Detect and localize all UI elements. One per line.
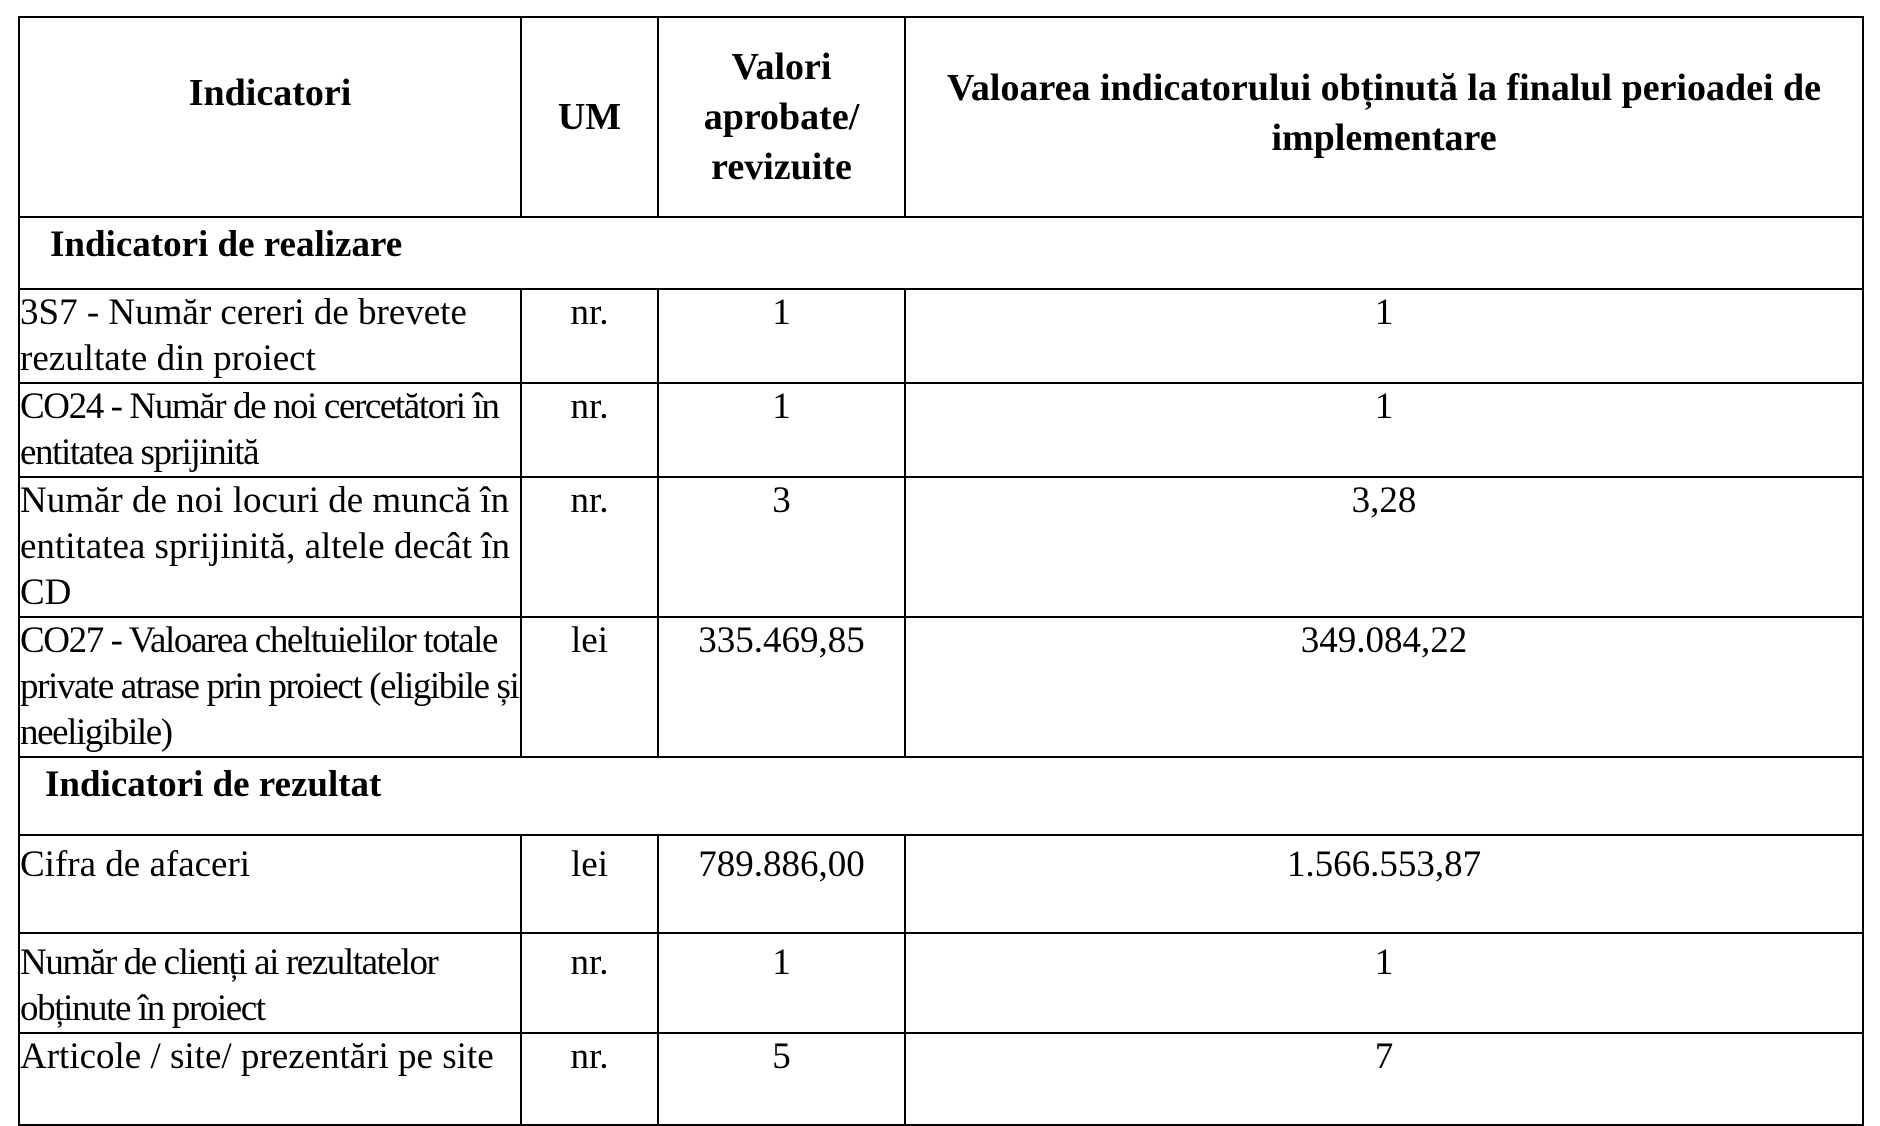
indicator-label: Cifra de afaceri	[19, 835, 521, 933]
indicator-approved-value: 3	[658, 477, 905, 617]
indicator-unit: nr.	[521, 289, 658, 383]
section-row-realizare	[19, 217, 1863, 289]
indicator-final-value: 3,28	[905, 477, 1863, 617]
table-row	[19, 617, 1863, 757]
indicator-unit: lei	[521, 617, 658, 757]
indicator-approved-value: 1	[658, 289, 905, 383]
indicator-label: 3S7 - Număr cereri de brevete rezultate din proiect	[19, 289, 521, 383]
header-final-value: Valoarea indicatorului obținută la finalul perioadei de implementare	[905, 17, 1863, 217]
header-indicator: Indicatori	[19, 17, 521, 217]
indicator-unit: nr.	[521, 933, 658, 1033]
section-title-realizare: Indicatori de realizare	[19, 217, 1863, 289]
section-title-rezultat: Indicatori de rezultat	[19, 757, 1863, 835]
indicator-approved-value: 789.886,00	[658, 835, 905, 933]
indicator-final-value: 7	[905, 1033, 1863, 1125]
indicator-label: Număr de clienți ai rezultatelor obținute în proiect	[19, 933, 521, 1033]
section-row-rezultat	[19, 757, 1863, 835]
table-row	[19, 835, 1863, 933]
indicator-label: Articole / site/ prezentări pe site	[19, 1033, 521, 1125]
indicator-label: CO24 - Număr de noi cercetători în entitatea sprijinită	[19, 383, 521, 477]
indicator-approved-value: 1	[658, 933, 905, 1033]
header-unit: UM	[521, 17, 658, 217]
indicator-final-value: 1.566.553,87	[905, 835, 1863, 933]
table-row	[19, 1033, 1863, 1125]
indicator-final-value: 349.084,22	[905, 617, 1863, 757]
indicator-unit: nr.	[521, 1033, 658, 1125]
table-row	[19, 289, 1863, 383]
table-row	[19, 933, 1863, 1033]
indicator-final-value: 1	[905, 383, 1863, 477]
header-approved-values: Valori aprobate/ revizuite	[658, 17, 905, 217]
table-header-row	[19, 17, 1863, 217]
indicator-final-value: 1	[905, 933, 1863, 1033]
indicator-approved-value: 5	[658, 1033, 905, 1125]
indicator-approved-value: 1	[658, 383, 905, 477]
table-row	[19, 477, 1863, 617]
indicator-unit: nr.	[521, 477, 658, 617]
indicator-approved-value: 335.469,85	[658, 617, 905, 757]
indicator-label: CO27 - Valoarea cheltuielilor totale private atrase prin proiect (eligibile și neeligibile)	[19, 617, 521, 757]
indicator-unit: lei	[521, 835, 658, 933]
indicator-unit: nr.	[521, 383, 658, 477]
indicator-final-value: 1	[905, 289, 1863, 383]
indicators-table	[18, 16, 1864, 1126]
table-row	[19, 383, 1863, 477]
indicator-label: Număr de noi locuri de muncă în entitatea sprijinită, altele decât în CD	[19, 477, 521, 617]
